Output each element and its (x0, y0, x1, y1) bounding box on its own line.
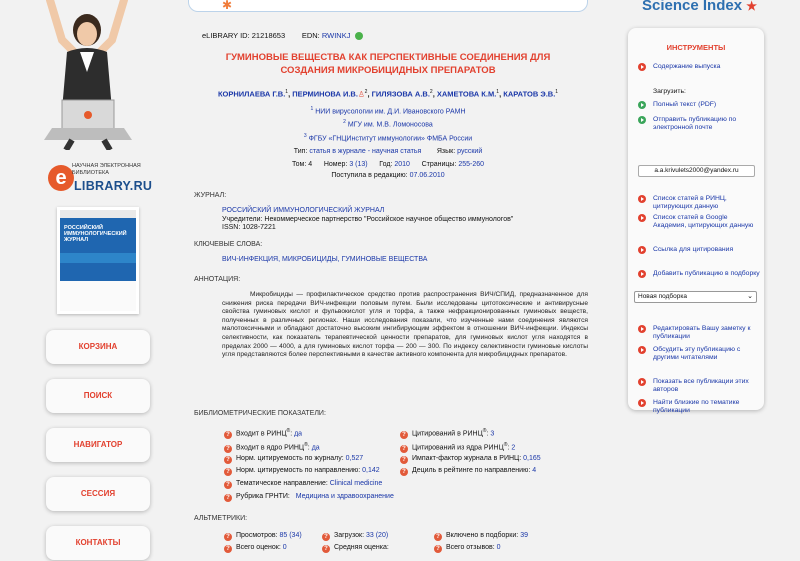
help-icon[interactable]: ? (434, 545, 442, 553)
help-icon[interactable]: ? (224, 456, 232, 464)
logo-tagline-2: БИБЛИОТЕКА (72, 169, 109, 176)
year-label: Год: (379, 161, 393, 168)
affiliation-text: МГУ им. М.В. Ломоносова (347, 121, 433, 129)
keywords-section-label: КЛЮЧЕВЫЕ СЛОВА: (194, 241, 263, 248)
author-person-icon: ♙ (357, 89, 365, 99)
nav-contacts-button[interactable]: КОНТАКТЫ (46, 526, 150, 560)
author-link[interactable]: КАРАТОВ Э.В. (503, 89, 556, 99)
tools-title: ИНСТРУМЕНТЫ (666, 43, 726, 52)
received-value: 07.06.2010 (409, 172, 445, 179)
metric-label: Цитирований из ядра РИНЦ (412, 444, 504, 452)
metric-rinc (224, 427, 302, 439)
help-icon[interactable]: ? (224, 481, 232, 489)
star-icon: ★ (746, 0, 757, 13)
journal-link[interactable]: РОССИЙСКИЙ ИММУНОЛОГИЧЕСКИЙ ЖУРНАЛ (222, 207, 385, 214)
logo-brand: LIBRARY.RU (74, 179, 153, 193)
affiliation-num: 2 (343, 119, 346, 126)
tool-label: Загрузить: (653, 88, 686, 95)
alt-collections (434, 531, 528, 541)
tool-label: Список статей в РИНЦ, цитирующих данную (653, 195, 727, 210)
arrow-icon (638, 214, 646, 222)
tool-label: Отправить публикацию по электронной почте (653, 116, 737, 131)
lang-label: Язык: (436, 148, 456, 155)
metric-sep: : (507, 444, 510, 452)
issn-value: 1028-7221 (242, 224, 276, 231)
arrow-icon (638, 270, 646, 278)
tool-google-citing[interactable] (638, 214, 760, 230)
affiliation-item[interactable] (188, 104, 588, 117)
help-icon[interactable]: ? (224, 468, 232, 476)
elibrary-logo-e: e (48, 165, 74, 191)
cover-body (60, 210, 136, 311)
tool-discuss[interactable] (638, 346, 760, 362)
logo-tagline-1: НАУЧНАЯ ЭЛЕКТРОННАЯ (72, 163, 141, 169)
alt-avg-rating (322, 543, 389, 553)
metric-sep: : (290, 430, 293, 438)
article-title (188, 51, 588, 77)
metric-value[interactable]: 3 (490, 430, 495, 438)
help-icon[interactable]: ? (224, 431, 232, 439)
metric-citations (400, 427, 494, 439)
affiliation-item[interactable] (188, 117, 588, 130)
metric-value[interactable]: 85 (34) (279, 532, 302, 539)
flower-icon: ✱ (222, 0, 233, 12)
email-field[interactable]: a.a.krivulets2000@yandex.ru (638, 165, 755, 177)
logo-tagline (72, 163, 152, 176)
metric-impact-factor (400, 454, 541, 464)
arrow-icon (638, 325, 646, 333)
metric-label: Норм. цитируемость по направлению: (236, 467, 361, 474)
select-value: Новая подборка (638, 293, 687, 300)
keywords-links[interactable]: ВИЧ-ИНФЕКЦИЯ, МИКРОБИЦИДЫ, ГУМИНОВЫЕ ВЕЩЕСТВА (222, 256, 428, 263)
left-column (0, 0, 170, 561)
alt-ratings (224, 543, 287, 553)
metric-sep: : (307, 444, 310, 452)
metric-sup: ® (482, 428, 487, 434)
download-icon (638, 101, 646, 109)
issue-label: Номер: (323, 161, 348, 168)
metric-label: Импакт-фактор журнала в РИНЦ: (412, 455, 522, 462)
volume-value: 4 (308, 161, 313, 168)
id-line (202, 31, 363, 40)
cover-bottom (60, 281, 136, 311)
metric-sup: ® (286, 428, 291, 434)
help-icon[interactable]: ? (224, 445, 232, 453)
arrow-icon (638, 246, 646, 254)
tool-label: Найти близкие по тематике публикации (653, 399, 740, 414)
metric-value[interactable]: 39 (520, 532, 528, 539)
received-label: Поступила в редакцию: (331, 172, 408, 179)
help-icon[interactable]: ? (224, 545, 232, 553)
lang-value[interactable]: русский (457, 148, 483, 155)
pages-value[interactable]: 255-260 (458, 161, 485, 168)
help-icon[interactable]: ? (322, 533, 330, 541)
arrow-icon (638, 346, 646, 354)
alt-reviews (434, 543, 501, 553)
type-label: Тип: (293, 148, 308, 155)
nav-search-button[interactable]: ПОИСК (46, 379, 150, 413)
tool-edit-note[interactable] (638, 325, 760, 341)
title-line-1: ГУМИНОВЫЕ ВЕЩЕСТВА КАК ПЕРСПЕКТИВНЫЕ СОЕДИНЕНИЯ ДЛЯ (225, 52, 551, 63)
hero-woman-image (32, 0, 142, 150)
metric-label: Всего отзывов: (446, 544, 495, 551)
altmetrics-section-label: АЛЬТМЕТРИКИ: (194, 515, 248, 522)
metric-label: Цитирований в РИНЦ (412, 430, 483, 438)
author-link[interactable]: КОРНИЛАЕВА Г.В. (217, 89, 286, 99)
type-line (188, 146, 588, 157)
metric-value[interactable]: 0,165 (523, 455, 541, 462)
tool-label: Редактировать Вашу заметку к публикации (653, 325, 751, 340)
metric-citations-core (400, 441, 515, 453)
author-link[interactable]: ГИЛЯЗОВА А.В. (371, 89, 430, 99)
nav-cart-button[interactable]: КОРЗИНА (46, 330, 150, 364)
metric-sep: : (486, 430, 489, 438)
metric-value[interactable]: Медицина и здравоохранение (295, 493, 394, 500)
author-aff: 2 (429, 89, 433, 95)
science-index-logo[interactable] (642, 0, 757, 14)
article-content (188, 0, 613, 561)
arrow-icon (638, 399, 646, 407)
metric-sup: ® (503, 442, 508, 448)
journal-block (222, 207, 513, 233)
cover-band (60, 210, 136, 218)
tool-label: Добавить публикацию в подборку (653, 270, 760, 277)
collection-select[interactable] (634, 291, 757, 303)
globe-icon[interactable] (355, 32, 363, 40)
metric-value[interactable]: 0 (282, 544, 287, 551)
type-value[interactable]: статья в журнале - научная статья (309, 148, 422, 155)
issue-value[interactable]: 3 (13) (349, 161, 368, 168)
journal-issn-line (222, 224, 513, 233)
arrow-icon (638, 195, 646, 203)
metric-label: Норм. цитируемость по журналу: (236, 455, 344, 462)
affiliation-num: 1 (310, 106, 314, 112)
tools-panel (628, 28, 764, 414)
cover-stripe (60, 253, 136, 263)
elibrary-id-label: eLIBRARY ID: (202, 31, 250, 40)
author-aff: 2 (364, 89, 368, 95)
tool-show-all-authors[interactable] (638, 378, 760, 394)
tool-label: Ссылка для цитирования (653, 246, 734, 253)
metric-value[interactable]: 33 (20) (365, 532, 389, 539)
edn-link[interactable]: RWINKJ (321, 31, 351, 40)
abstract-text: Микробициды — профилактическое средство против распространения ВИЧ/СПИД, предназначенное для снижения риска передачи ВИЧ-инфекции половым путем. Были исследованы цитотоксические и антивирусные свойства гуминовых кислот и фульвокислот угля и торфа, а также нефракционированных гуминовых веществ, полученных в различных регионах. Наши исследования показали, что изученные нами соединения являются малотоксичными и обладают достаточно высоким ингибирующим эффектом в отношении ВИЧ-инфекции. Индексы селективности, как показатель терапевтической ценности препаратов, для гуминовых кислот угля находятся в пределах 2000 — 4000, а для гуминовых кислот торфа — 200 — 300. По индексу селективности гуминовые кислоты угля представляются более перспективными в качестве активного компонента для микробицидных препаратов. (222, 291, 588, 359)
metric-label: Входит в ядро РИНЦ (236, 444, 305, 452)
nav-session-button[interactable]: СЕССИЯ (46, 477, 150, 511)
email-icon (638, 116, 646, 124)
help-icon[interactable]: ? (322, 545, 330, 553)
metric-value[interactable]: 0,527 (345, 455, 364, 462)
author-aff: 1 (555, 89, 559, 95)
metric-value[interactable]: Clinical medicine (329, 480, 383, 487)
metric-norm-journal (224, 454, 363, 464)
issue-line (188, 159, 588, 170)
journal-section-label: ЖУРНАЛ: (194, 192, 227, 199)
metric-value[interactable]: 0,142 (362, 467, 380, 474)
science-index-text: Science Index (642, 0, 743, 14)
help-icon[interactable]: ? (400, 445, 408, 453)
metric-label: Загрузок: (334, 532, 365, 539)
tool-fulltext-pdf[interactable] (638, 101, 760, 109)
affiliation-num: 3 (303, 132, 307, 139)
help-icon[interactable]: ? (400, 431, 408, 439)
affiliations (188, 104, 588, 144)
metric-norm-direction (224, 466, 380, 476)
metric-label: Просмотров: (236, 532, 278, 539)
author-aff: 1 (496, 89, 500, 95)
metric-label: Средняя оценка: (334, 544, 389, 551)
help-icon[interactable]: ? (224, 533, 232, 541)
metric-label: Рубрика ГРНТИ: (236, 493, 290, 500)
title-line-2: СОЗДАНИЯ МИКРОБИЦИДНЫХ ПРЕПАРАТОВ (280, 65, 496, 76)
metric-value[interactable]: да (311, 444, 320, 452)
help-icon[interactable]: ? (400, 468, 408, 476)
received-line (188, 170, 588, 181)
metric-value[interactable]: 2 (511, 444, 516, 452)
right-column (628, 0, 800, 561)
top-banner (188, 0, 588, 12)
download-label (638, 88, 760, 96)
author-aff: 1 (285, 89, 289, 95)
alt-views (224, 531, 302, 541)
metric-label: Дециль в рейтинге по направлению: (412, 467, 531, 474)
tool-contents[interactable] (638, 63, 760, 71)
cover-title: РОССИЙСКИЙ ИММУНОЛОГИЧЕСКИЙ ЖУРНАЛ (64, 225, 127, 243)
volume-label: Том: (291, 161, 307, 168)
chevron-down-icon: ⌄ (747, 293, 753, 300)
help-icon[interactable]: ? (224, 494, 232, 502)
help-icon[interactable]: ? (434, 533, 442, 541)
metric-label: Входит в РИНЦ (236, 430, 287, 438)
tool-label: Список статей в Google Академия, цитирующих данную (653, 214, 754, 229)
metric-label: Тематическое направление: (236, 480, 328, 487)
affiliation-text: НИИ вирусологии им. Д.И. Ивановского РАМН (315, 108, 466, 116)
affiliation-text: ФГБУ «ГНЦИнститут иммунологии» ФМБА России (308, 134, 473, 142)
biblio-section-label: БИБЛИОМЕТРИЧЕСКИЕ ПОКАЗАТЕЛИ: (194, 410, 326, 417)
pages-label: Страницы: (421, 161, 457, 168)
tool-label: Обсудить эту публикацию с другими читателями (653, 346, 741, 361)
metric-sup: ® (304, 442, 308, 448)
tool-send-email[interactable] (638, 116, 760, 132)
affiliation-item[interactable] (188, 131, 588, 144)
metric-decile (400, 466, 536, 476)
metric-value[interactable]: да (294, 430, 303, 438)
metric-label: Всего оценок: (236, 544, 281, 551)
elibrary-id-value: 21218653 (251, 31, 286, 40)
author-link[interactable]: ХАМЕТОВА К.М. (436, 89, 497, 99)
metric-rinc-core (224, 441, 320, 453)
metric-label: Включено в подборки: (446, 532, 519, 539)
tool-rinc-citing[interactable] (638, 195, 760, 211)
tool-add-collection[interactable] (638, 270, 760, 278)
tool-find-similar[interactable] (638, 399, 760, 415)
abstract-section-label: АННОТАЦИЯ: (194, 276, 241, 283)
author-list: КОРНИЛАЕВА Г.В.$^1$, ПЕРМИНОВА И.В.♙$^2$, ГИЛЯЗОВА А.В.$^2$, ХАМЕТОВА К.М.$^1$, КАРАТОВ Э.В.$^1$ (217, 89, 559, 99)
metric-thematic (224, 479, 382, 489)
year-value[interactable]: 2010 (394, 161, 410, 168)
alt-downloads (322, 531, 388, 541)
metric-grnti (224, 492, 394, 502)
issn-label: ISSN: (222, 224, 241, 231)
tool-cite-link[interactable] (638, 246, 760, 254)
help-icon[interactable]: ? (400, 456, 408, 464)
edn-label: EDN: (301, 31, 320, 40)
journal-cover-image[interactable] (57, 207, 139, 314)
elibrary-logo[interactable] (48, 163, 158, 195)
nav-navigator-button[interactable]: НАВИГАТОР (46, 428, 150, 462)
tool-label: Полный текст (PDF) (653, 101, 717, 108)
journal-founders: Учредители: Некоммерческое партнерство "Российское научное общество иммунологов" (222, 215, 514, 223)
arrow-icon (638, 63, 646, 71)
tool-label: Показать все публикации этих авторов (653, 378, 749, 393)
arrow-icon (638, 378, 646, 386)
tool-label: Содержание выпуска (653, 63, 721, 70)
metric-value[interactable]: 4 (532, 467, 537, 474)
metric-value[interactable]: 0 (496, 544, 501, 551)
author-link[interactable]: ПЕРМИНОВА И.В. (292, 89, 358, 99)
